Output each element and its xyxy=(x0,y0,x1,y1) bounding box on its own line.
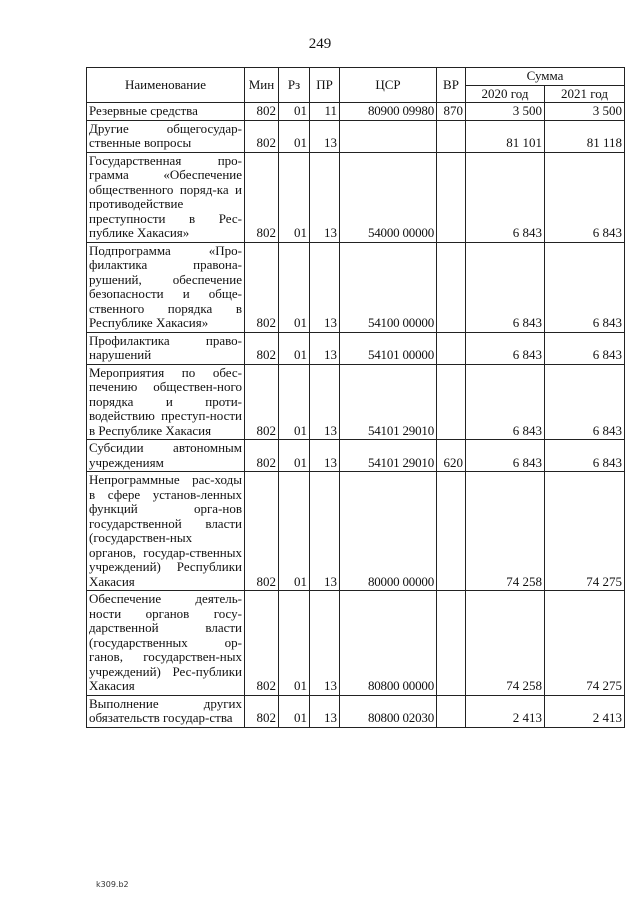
cell-pr: 13 xyxy=(310,120,340,152)
cell-2020: 6 843 xyxy=(466,242,545,332)
header-min: Мин xyxy=(245,68,279,103)
budget-table xyxy=(86,67,625,728)
cell-vr xyxy=(437,152,466,242)
cell-2020: 3 500 xyxy=(466,103,545,121)
cell-rz: 01 xyxy=(279,152,310,242)
cell-csr: 80800 02030 xyxy=(340,695,437,727)
cell-rz: 01 xyxy=(279,364,310,440)
cell-min: 802 xyxy=(245,242,279,332)
cell-min: 802 xyxy=(245,472,279,591)
table-row xyxy=(87,332,625,364)
cell-vr xyxy=(437,242,466,332)
cell-2021: 74 275 xyxy=(545,472,625,591)
cell-min: 802 xyxy=(245,695,279,727)
header-name: Наименование xyxy=(87,68,245,103)
cell-pr: 11 xyxy=(310,103,340,121)
cell-name: Профилактика право-нарушений xyxy=(87,332,245,364)
cell-rz: 01 xyxy=(279,242,310,332)
cell-vr xyxy=(437,472,466,591)
page-number: 249 xyxy=(308,36,332,52)
cell-2021: 3 500 xyxy=(545,103,625,121)
cell-csr: 80000 00000 xyxy=(340,472,437,591)
cell-2021: 74 275 xyxy=(545,591,625,696)
cell-csr: 54101 00000 xyxy=(340,332,437,364)
cell-name: Непрограммные рас-ходы в сфере установ-ленных функций орга-нов государственной власти (государствен-ных органов, государ-ственных учреждений) Республики Хакасия xyxy=(87,472,245,591)
cell-2021: 6 843 xyxy=(545,152,625,242)
table-body xyxy=(87,103,625,728)
cell-vr xyxy=(437,591,466,696)
cell-rz: 01 xyxy=(279,591,310,696)
cell-pr: 13 xyxy=(310,152,340,242)
cell-csr: 54100 00000 xyxy=(340,242,437,332)
header-rz: Рз xyxy=(279,68,310,103)
cell-2021: 6 843 xyxy=(545,364,625,440)
cell-vr: 870 xyxy=(437,103,466,121)
cell-name: Государственная про-грамма «Обеспечение общественного поряд-ка и противодействие преступности в Рес-публике Хакасия» xyxy=(87,152,245,242)
cell-rz: 01 xyxy=(279,332,310,364)
cell-pr: 13 xyxy=(310,332,340,364)
cell-2020: 2 413 xyxy=(466,695,545,727)
cell-2020: 81 101 xyxy=(466,120,545,152)
cell-min: 802 xyxy=(245,152,279,242)
cell-csr xyxy=(340,120,437,152)
cell-min: 802 xyxy=(245,120,279,152)
header-csr: ЦСР xyxy=(340,68,437,103)
cell-pr: 13 xyxy=(310,472,340,591)
cell-min: 802 xyxy=(245,440,279,472)
cell-pr: 13 xyxy=(310,364,340,440)
cell-min: 802 xyxy=(245,332,279,364)
cell-csr: 54000 00000 xyxy=(340,152,437,242)
cell-2021: 2 413 xyxy=(545,695,625,727)
cell-vr xyxy=(437,364,466,440)
cell-rz: 01 xyxy=(279,120,310,152)
cell-rz: 01 xyxy=(279,695,310,727)
cell-name: Подпрограмма «Про-филактика правона-рушений, обеспечение безопасности и обще-ственного порядка в Республике Хакасия» xyxy=(87,242,245,332)
cell-2020: 74 258 xyxy=(466,591,545,696)
cell-rz: 01 xyxy=(279,440,310,472)
cell-2020: 6 843 xyxy=(466,152,545,242)
cell-2020: 74 258 xyxy=(466,472,545,591)
cell-name: Мероприятия по обес-печению обществен-ного порядка и проти-водействию преступ-ности в Республике Хакасия xyxy=(87,364,245,440)
cell-2020: 6 843 xyxy=(466,332,545,364)
table-row xyxy=(87,472,625,591)
cell-vr xyxy=(437,695,466,727)
table-row xyxy=(87,120,625,152)
cell-vr xyxy=(437,332,466,364)
cell-csr: 54101 29010 xyxy=(340,440,437,472)
cell-2020: 6 843 xyxy=(466,440,545,472)
cell-csr: 80800 00000 xyxy=(340,591,437,696)
footer-code: k309.b2 xyxy=(96,880,129,889)
cell-pr: 13 xyxy=(310,591,340,696)
header-pr: ПР xyxy=(310,68,340,103)
cell-min: 802 xyxy=(245,364,279,440)
cell-rz: 01 xyxy=(279,472,310,591)
cell-pr: 13 xyxy=(310,242,340,332)
cell-pr: 13 xyxy=(310,695,340,727)
cell-vr xyxy=(437,120,466,152)
cell-pr: 13 xyxy=(310,440,340,472)
cell-2021: 81 118 xyxy=(545,120,625,152)
header-vr: ВР xyxy=(437,68,466,103)
table-row xyxy=(87,152,625,242)
table-row xyxy=(87,364,625,440)
cell-csr: 80900 09980 xyxy=(340,103,437,121)
table-row xyxy=(87,242,625,332)
table-row xyxy=(87,591,625,696)
table-row xyxy=(87,695,625,727)
table-row xyxy=(87,103,625,121)
header-sum: Сумма xyxy=(466,68,625,86)
cell-name: Резервные средства xyxy=(87,103,245,121)
cell-2021: 6 843 xyxy=(545,440,625,472)
cell-min: 802 xyxy=(245,591,279,696)
cell-rz: 01 xyxy=(279,103,310,121)
cell-2020: 6 843 xyxy=(466,364,545,440)
cell-csr: 54101 29010 xyxy=(340,364,437,440)
table-row xyxy=(87,440,625,472)
cell-name: Субсидии автономным учреждениям xyxy=(87,440,245,472)
header-2020: 2020 год xyxy=(466,85,545,103)
cell-name: Другие общегосудар-ственные вопросы xyxy=(87,120,245,152)
cell-vr: 620 xyxy=(437,440,466,472)
header-row xyxy=(87,68,625,86)
cell-2021: 6 843 xyxy=(545,242,625,332)
cell-name: Выполнение других обязательств государ-ства xyxy=(87,695,245,727)
cell-min: 802 xyxy=(245,103,279,121)
cell-name: Обеспечение деятель-ности органов госу-дарственной власти (государственных ор-ганов, государствен-ных учреждений) Рес-публики Хакасия xyxy=(87,591,245,696)
header-2021: 2021 год xyxy=(545,85,625,103)
cell-2021: 6 843 xyxy=(545,332,625,364)
